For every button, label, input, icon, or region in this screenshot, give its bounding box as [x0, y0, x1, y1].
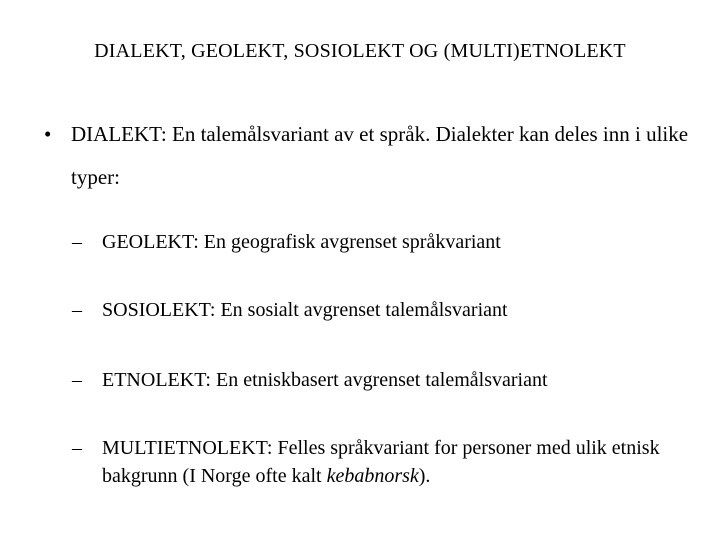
sub-item-text-start: MULTIETNOLEKT: Felles språkvariant for personer med ulik etnisk bakgrunn (I Norge ofte kalt [102, 437, 660, 487]
sub-item-text: SOSIOLEKT: En sosialt avgrenset talemålsvariant [102, 299, 508, 321]
emphasized-term: kebabnorsk [326, 465, 419, 487]
sub-item-text [102, 434, 692, 490]
slide-title: DIALEKT, GEOLEKT, SOSIOLEKT OG (MULTI)ETNOLEKT [94, 40, 626, 62]
sub-item-text-end: ). [418, 465, 431, 487]
bullet-text: DIALEKT: En talemålsvariant av et språk. Dialekter kan deles inn i ulike typer: [71, 122, 689, 189]
sub-item-text: GEOLEKT: En geografisk avgrenset språkvariant [102, 231, 501, 253]
bullet-icon: • [44, 122, 52, 146]
dash-icon: – [72, 369, 82, 391]
dash-icon: – [72, 437, 82, 459]
dash-icon: – [72, 299, 82, 321]
dash-icon: – [72, 231, 82, 253]
sub-item-text: ETNOLEKT: En etniskbasert avgrenset talemålsvariant [102, 369, 548, 391]
